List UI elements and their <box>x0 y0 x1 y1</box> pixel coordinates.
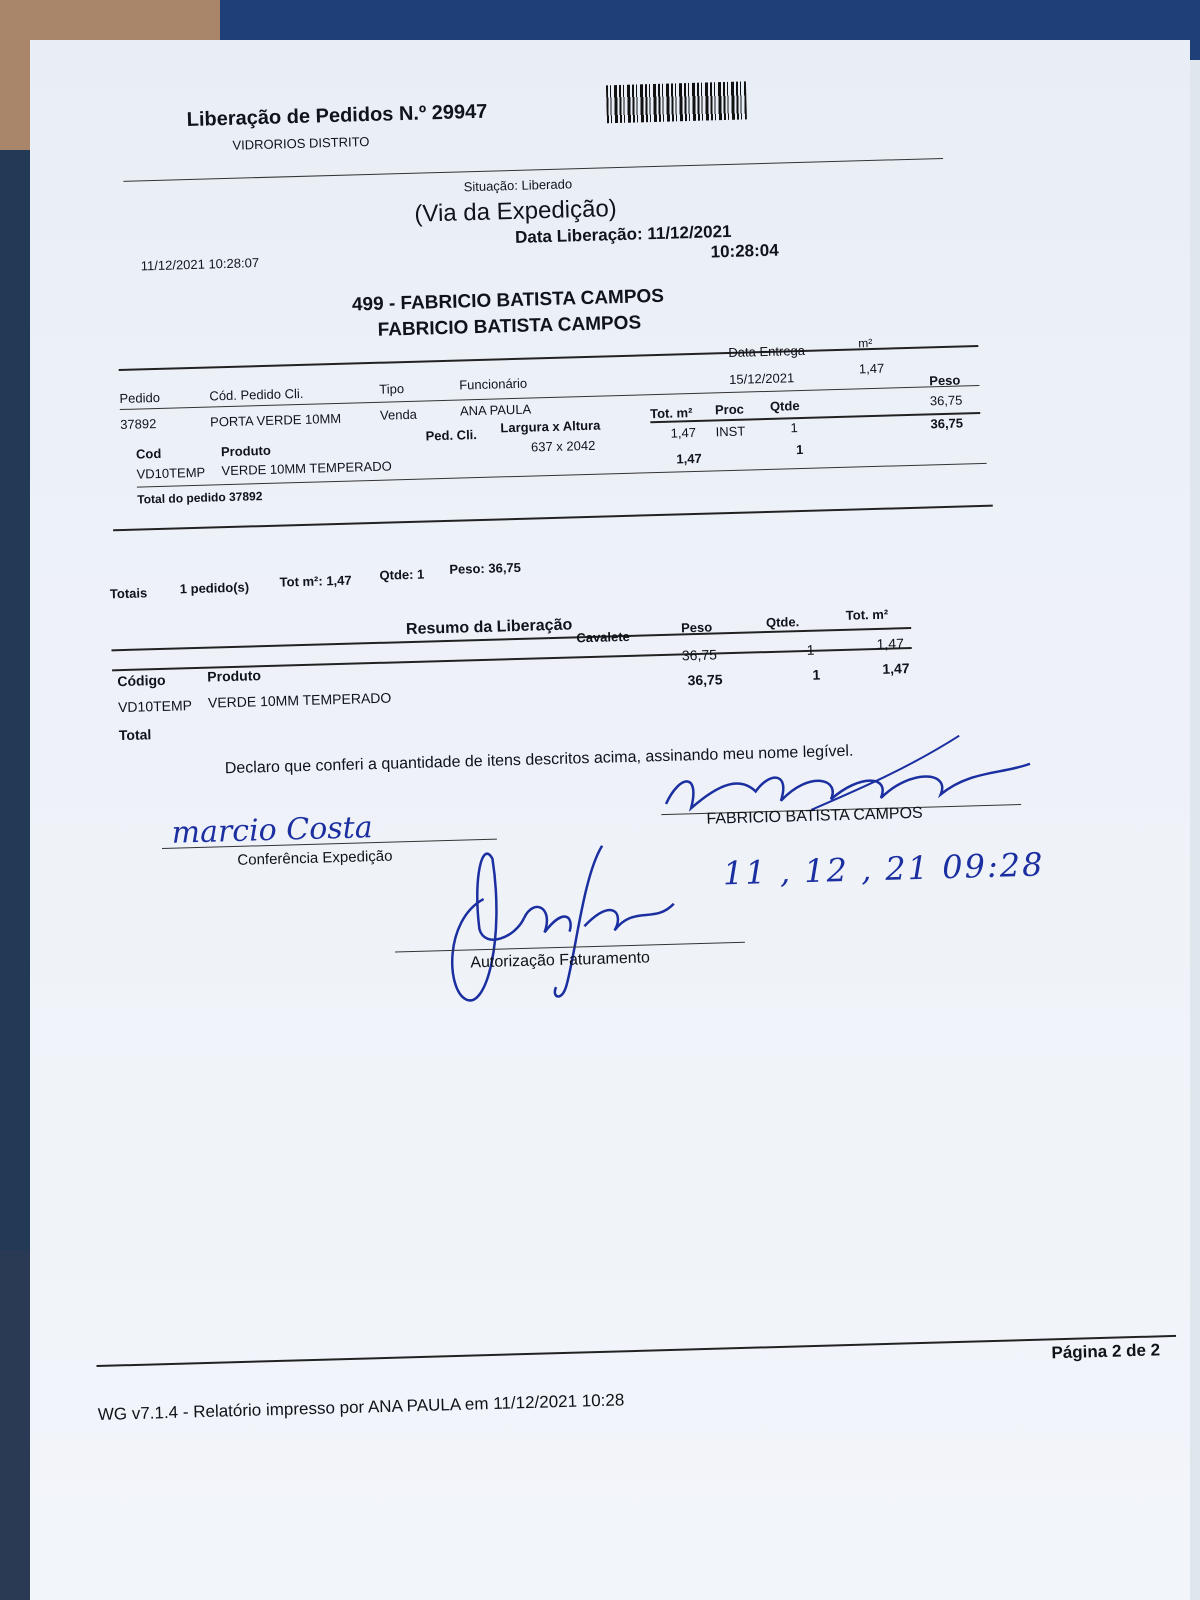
footer-page-number: Página 2 de 2 <box>1051 1340 1161 1363</box>
item-tot-m2: 1,47 <box>670 424 697 441</box>
autorizacao-label: Autorização Faturamento <box>470 949 651 972</box>
order-pedido: 37892 <box>119 416 157 433</box>
col-largura-altura: Largura x Altura <box>500 417 601 436</box>
summary-col-produto: Produto <box>207 667 262 685</box>
conferencia-signature: marcio Costa <box>171 810 374 851</box>
summary-row-peso: 36,75 <box>681 646 718 664</box>
col-tipo: Tipo <box>379 381 405 397</box>
summary-row-codigo: VD10TEMP <box>117 697 193 716</box>
situation: Situação: Liberado <box>463 176 573 195</box>
release-document <box>30 40 1190 1600</box>
declaration: Declaro que conferi a quantidade de itens descritos acima, assinando meu nome legível. <box>224 742 854 778</box>
order-total-m2: 1,47 <box>676 450 702 467</box>
col-proc: Proc <box>714 401 745 418</box>
totals-qtde: Qtde: 1 <box>379 566 425 583</box>
summary-col-tot-m2: Tot. m² <box>845 606 889 623</box>
item-dims: 637 x 2042 <box>530 437 596 455</box>
autorizacao-signature <box>422 833 687 1015</box>
col-m2: m² <box>858 335 873 351</box>
col-cod-pedido-cli: Cód. Pedido Cli. <box>209 385 304 404</box>
order-total-label: Total do pedido 37892 <box>137 489 263 507</box>
conferencia-label: Conferência Expedição <box>237 847 393 869</box>
document-title: Liberação de Pedidos N.º 29947 <box>186 100 488 132</box>
order-m2: 1,47 <box>858 360 885 377</box>
order-total-qtde: 1 <box>795 441 804 458</box>
col-funcionario: Funcionário <box>459 375 528 393</box>
item-cod: VD10TEMP <box>136 464 206 482</box>
totals-pedidos: 1 pedido(s) <box>179 579 250 597</box>
order-data-entrega: 15/12/2021 <box>728 370 795 387</box>
col-produto: Produto <box>220 442 272 460</box>
col-data-entrega: Data Entrega <box>728 342 806 361</box>
client-name: FABRICIO BATISTA CAMPOS <box>377 312 642 341</box>
company-name: VIDRORIOS DISTRITO <box>232 133 370 153</box>
summary-row-qtde: 1 <box>806 641 815 658</box>
col-ped-cli: Ped. Cli. <box>425 427 478 444</box>
summary-total-peso: 36,75 <box>687 671 723 689</box>
col-tot-m2: Tot. m² <box>649 405 693 422</box>
item-proc: INST <box>715 423 746 440</box>
totals-tot-m2: Tot m²: 1,47 <box>279 572 352 590</box>
item-produto: VERDE 10MM TEMPERADO <box>221 458 392 479</box>
col-peso: Peso <box>929 372 961 389</box>
document-content <box>80 32 1161 1425</box>
col-pedido: Pedido <box>119 389 161 407</box>
footer-printed-by: WG v7.1.4 - Relatório impresso por ANA PAULA em 11/12/2021 10:28 <box>97 1390 625 1425</box>
summary-total-tot-m2: 1,47 <box>882 660 910 677</box>
summary-col-peso: Peso <box>680 619 713 636</box>
client-handwritten-date: 11 , 12 , 21 09:28 <box>722 845 1045 893</box>
release-date: Data Liberação: 11/12/2021 <box>514 221 732 247</box>
item-peso: 36,75 <box>929 392 963 409</box>
totals-label: Totais <box>109 585 148 602</box>
order-cod-pedido-cli: PORTA VERDE 10MM <box>209 410 342 430</box>
summary-row-produto: VERDE 10MM TEMPERADO <box>207 689 392 711</box>
order-total-peso: 36,75 <box>930 415 964 432</box>
client-code-name: 499 - FABRICIO BATISTA CAMPOS <box>351 285 665 316</box>
summary-title: Resumo da Liberação <box>405 616 573 639</box>
order-funcionario: ANA PAULA <box>459 401 532 419</box>
col-cod: Cod <box>135 445 162 462</box>
totals-peso: Peso: 36,75 <box>449 559 522 577</box>
col-qtde: Qtde <box>769 398 800 414</box>
divider <box>113 505 993 532</box>
printed-timestamp: 11/12/2021 10:28:07 <box>140 255 260 274</box>
footer-divider <box>96 1335 1176 1367</box>
release-time: 10:28:04 <box>710 240 779 262</box>
summary-total-qtde: 1 <box>812 666 821 683</box>
item-qtde: 1 <box>790 420 798 436</box>
barcode <box>606 81 747 123</box>
summary-total-label: Total <box>118 726 152 744</box>
copy-label: (Via da Expedição) <box>414 195 618 228</box>
summary-col-qtde: Qtde. <box>765 614 800 631</box>
summary-col-codigo: Código <box>117 671 166 690</box>
summary-row-tot-m2: 1,47 <box>876 635 905 652</box>
summary-col-cavalete: Cavalete <box>576 628 631 646</box>
client-signature-label: FABRICIO BATISTA CAMPOS <box>706 804 923 828</box>
order-tipo: Venda <box>379 406 418 423</box>
divider <box>112 647 912 671</box>
